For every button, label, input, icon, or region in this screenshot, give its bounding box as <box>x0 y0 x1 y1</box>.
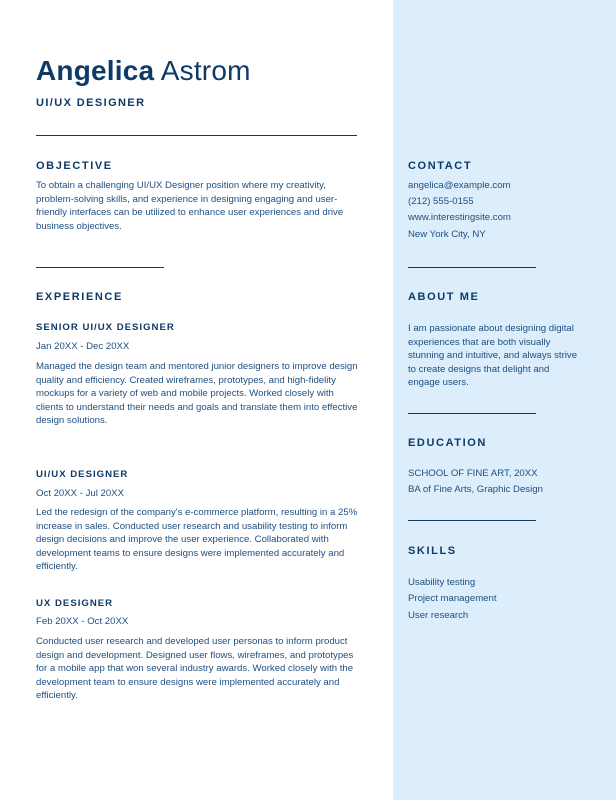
job-dates: Oct 20XX - Jul 20XX <box>36 488 124 499</box>
experience-heading: EXPERIENCE <box>36 291 123 303</box>
skill-item: Usability testing <box>408 577 476 588</box>
education-degree: BA of Fine Arts, Graphic Design <box>408 484 543 495</box>
about-text: I am passionate about designing digital experiences that are both visually stunning and intuitive, and always strive to create designs that delight and engage users. <box>408 323 578 389</box>
job-dates: Feb 20XX - Oct 20XX <box>36 616 129 627</box>
skill-item: Project management <box>408 593 497 604</box>
contact-divider <box>408 267 536 268</box>
skills-heading: SKILLS <box>408 545 457 557</box>
about-heading: ABOUT ME <box>408 291 480 303</box>
skill-item: User research <box>408 610 469 621</box>
job-title: SENIOR UI/UX DESIGNER <box>36 322 175 333</box>
job-title-header: UI/UX DESIGNER <box>36 97 146 109</box>
about-divider <box>408 413 536 414</box>
contact-heading: CONTACT <box>408 160 473 172</box>
education-school: SCHOOL OF FINE ART, 20XX <box>408 468 538 479</box>
job-description: Managed the design team and mentored junior designers to improve design quality and efficiency. Created wireframes, prototypes, and high-fidelity mockups for a variety of web and mobile projects. Worked closely with clients to understand their needs and goals and translate them into effective design solutions. <box>36 361 358 427</box>
objective-heading: OBJECTIVE <box>36 160 113 172</box>
education-heading: EDUCATION <box>408 437 487 449</box>
contact-location: New York City, NY <box>408 229 486 240</box>
job-title: UX DESIGNER <box>36 598 114 609</box>
last-name: Astrom <box>160 55 251 86</box>
contact-email[interactable]: angelica@example.com <box>408 180 511 191</box>
first-name: Angelica <box>36 55 155 86</box>
job-description: Led the redesign of the company's e-commerce platform, resulting in a 25% increase in sales. Conducted user research and usability testing to inform design decisions and improve the user experience. Collaborated with development teams to ensure designs were implemented accurately and efficiently. <box>36 507 358 573</box>
objective-text: To obtain a challenging UI/UX Designer position where my creativity, problem-solving skills, and experience in designing engaging and user-friendly interfaces can be utilized to enhance user experiences and drive business objectives. <box>36 180 344 232</box>
contact-phone: (212) 555-0155 <box>408 196 474 207</box>
header-divider <box>36 135 357 136</box>
job-title: UI/UX DESIGNER <box>36 469 129 480</box>
candidate-name <box>36 54 251 88</box>
sidebar-background <box>393 0 616 800</box>
job-description: Conducted user research and developed user personas to inform product design and development. Designed user flows, wireframes, and prototypes for a mobile app that won several industry awards. Worked closely with the development team to ensure designs were implemented accurately and efficiently. <box>36 636 354 702</box>
contact-website[interactable]: www.interestingsite.com <box>408 212 511 223</box>
education-divider <box>408 520 536 521</box>
job-dates: Jan 20XX - Dec 20XX <box>36 341 130 352</box>
objective-divider <box>36 267 164 268</box>
